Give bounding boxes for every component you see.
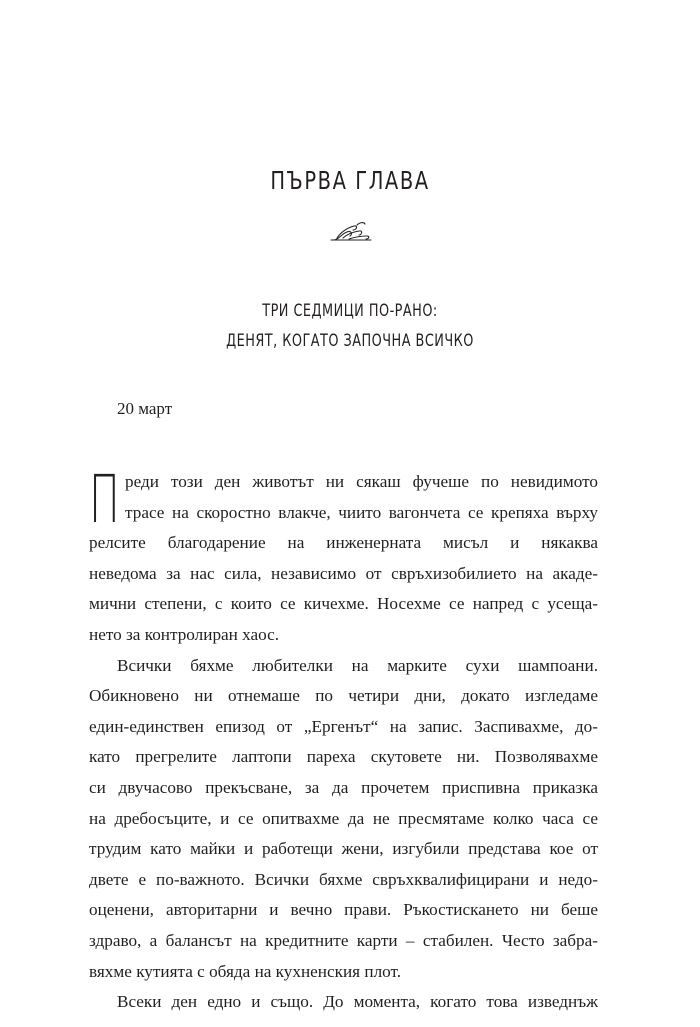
text-line: здраво, а балансът на кредитните карти – стабилен. Често забра- (89, 930, 598, 950)
subtitle-line-1: ТРИ СЕДМИЦИ ПО-РАНО: (262, 301, 438, 320)
text-line: неведома за нас сила, независимо от свръхизобилието на акаде- (89, 563, 598, 583)
text-line: като прегрелите лаптопи пареха скутовете ни. Позволявахме (89, 747, 598, 767)
text-line: си двучасово прекъсване, за да прочетем приспивна приказка (89, 777, 598, 797)
text-line: оценени, авторитарни и вечно прави. Ръкостискането ни беше (89, 900, 598, 920)
chapter-title: ПЪРВА ГЛАВА (270, 166, 430, 195)
text-line: Всеки ден едно и също. До момента, когато това изведнъж (117, 992, 598, 1012)
drop-cap: П (89, 461, 120, 538)
flourish-ornament-icon (327, 218, 375, 244)
text-line: нето за контролиран хаос. (89, 624, 280, 644)
entry-date: 20 март (117, 399, 173, 418)
text-line: мични степени, с които се кичехме. Носехме се напред с усеща- (89, 594, 598, 614)
text-line: един-единствен епизод от „Ергенът“ на запис. Заспивахме, до- (89, 716, 598, 736)
chapter-subtitle (77, 296, 623, 356)
text-line: вяхме кутията с обяда на кухненския плот. (89, 961, 402, 981)
body-text (89, 461, 598, 1018)
text-line: трудим като майки и работещи жени, изгубили представа кое от (89, 839, 598, 859)
text-line: двете е по-важното. Всички бяхме свръхквалифицирани и недо- (89, 869, 598, 889)
text-line: релсите благодарение на инженерната мисъл и някаква (89, 533, 598, 553)
subtitle-line-2: ДЕНЯТ, КОГАТО ЗАПОЧНА ВСИЧКО (226, 331, 474, 350)
text-line: на дребосъците, и се опитвахме да не пресмятаме колко часа се (89, 808, 598, 828)
text-line: реди този ден животът ни сякаш фучеше по невидимото (125, 472, 598, 491)
text-line: Всички бяхме любителки на марките сухи шампоани. (117, 655, 598, 675)
text-line: Обикновено ни отнемаше по четири дни, докато изгледаме (89, 686, 598, 706)
text-line: трасе на скоростно влакче, чиито вагончета се крепяха върху (125, 502, 598, 522)
